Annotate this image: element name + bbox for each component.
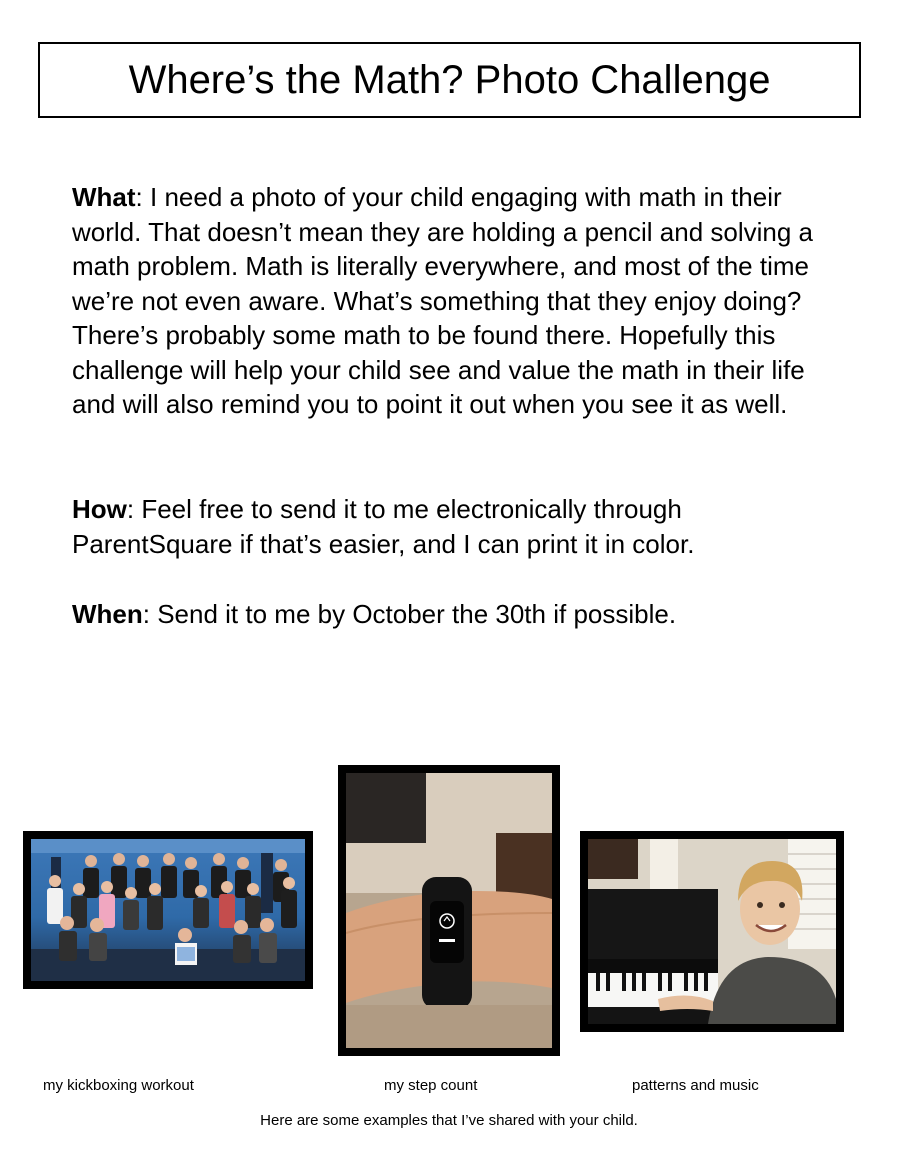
- step-count-photo: [338, 765, 560, 1056]
- how-text: : Feel free to send it to me electronically through ParentSquare if that’s easier, and I can print it in color.: [72, 494, 695, 559]
- music-caption: patterns and music: [632, 1077, 759, 1094]
- page-title: Where’s the Math? Photo Challenge: [128, 58, 771, 102]
- how-label: How: [72, 494, 127, 524]
- piano-selfie-icon: [588, 839, 836, 1024]
- when-paragraph: [72, 597, 832, 632]
- how-paragraph: [72, 492, 832, 561]
- what-label: What: [72, 182, 136, 212]
- fitness-tracker-icon: [346, 773, 552, 1048]
- piano-photo: [580, 831, 844, 1032]
- what-text: : I need a photo of your child engaging with math in their world. That doesn’t mean they are holding a pencil and solving a math problem. Math is literally everywhere, and most of the time we’re not even aware. What’s something that they enjoy doing? There’s probably some math to be found there. Hopefully this challenge will help your child see and value the math in their life and will also remind you to point it out when you see it as well.: [72, 182, 813, 419]
- group-photo-icon: [31, 839, 305, 981]
- kickboxing-caption: my kickboxing workout: [43, 1077, 194, 1094]
- when-label: When: [72, 599, 143, 629]
- title-box: [38, 42, 861, 118]
- footer-note: Here are some examples that I’ve shared with your child.: [260, 1112, 638, 1129]
- kickboxing-photo: [23, 831, 313, 989]
- what-paragraph: [72, 180, 832, 422]
- when-text: : Send it to me by October the 30th if possible.: [142, 599, 677, 629]
- step-count-caption: my step count: [384, 1077, 478, 1094]
